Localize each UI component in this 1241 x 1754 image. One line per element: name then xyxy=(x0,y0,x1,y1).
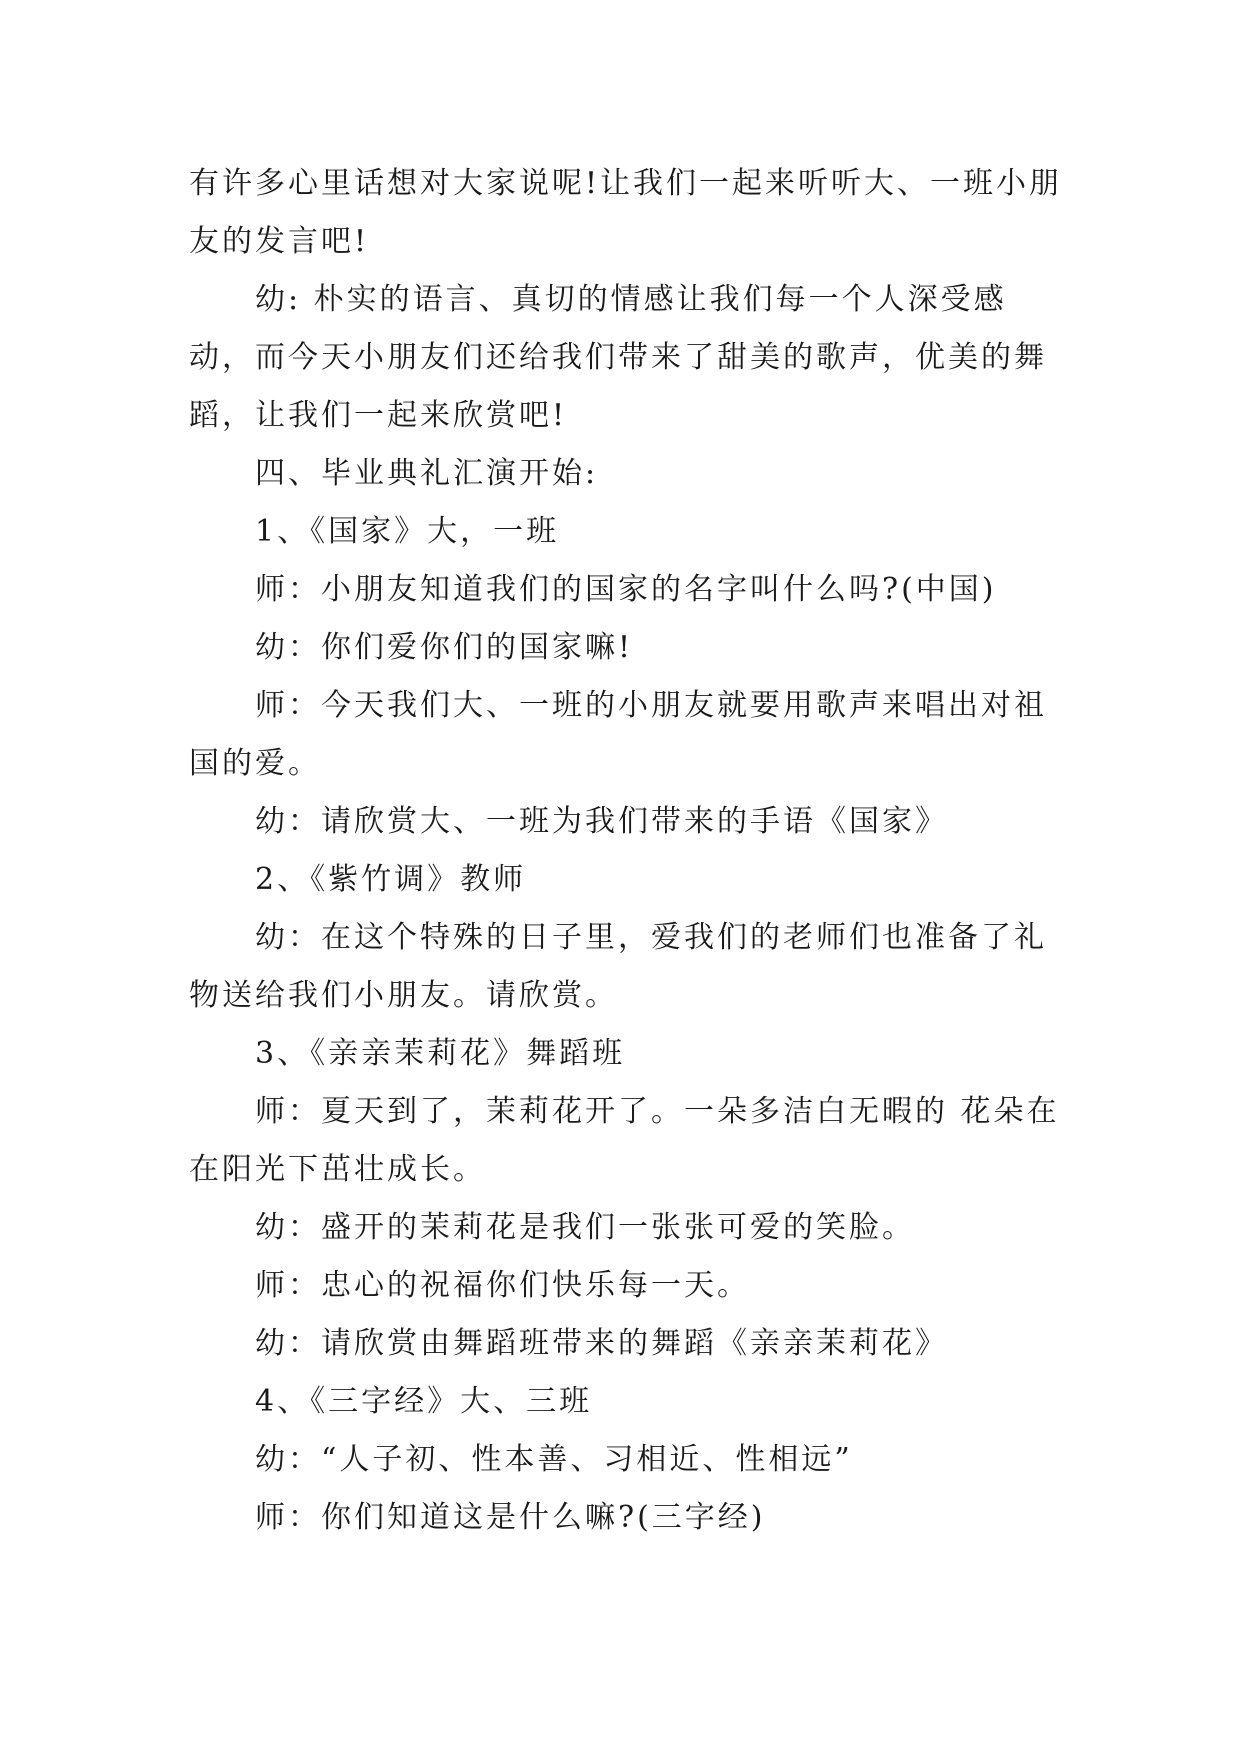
paragraph-15: 幼：请欣赏由舞蹈班带来的舞蹈《亲亲茉莉花》 xyxy=(255,1326,948,1361)
paragraph-1: 有许多心里话想对大家说呢!让我们一起来听听大、一班小朋友的发言吧! xyxy=(189,166,1063,259)
paragraph-10: 幼：在这个特殊的日子里，爱我们的老师们也准备了礼物送给我们小朋友。请欣赏。 xyxy=(189,920,1047,1013)
paragraph-6: 幼：你们爱你们的国家嘛! xyxy=(255,630,634,665)
paragraph-9: 2、《紫竹调》教师 xyxy=(255,862,527,897)
paragraph-11: 3、《亲亲茉莉花》舞蹈班 xyxy=(255,1036,626,1071)
paragraph-12: 师：夏天到了，茉莉花开了。一朵多洁白无暇的 花朵在在阳光下茁壮成长。 xyxy=(189,1094,1060,1187)
paragraph-16: 4、《三字经》大、三班 xyxy=(255,1384,593,1419)
paragraph-13: 幼：盛开的茉莉花是我们一张张可爱的笑脸。 xyxy=(255,1210,915,1245)
paragraph-5: 师：小朋友知道我们的国家的名字叫什么吗?(中国) xyxy=(255,572,997,607)
paragraph-14: 师：忠心的祝福你们快乐每一天。 xyxy=(255,1268,750,1303)
paragraph-7: 师：今天我们大、一班的小朋友就要用歌声来唱出对祖国的爱。 xyxy=(189,688,1047,781)
paragraph-3: 四、毕业典礼汇演开始: xyxy=(255,456,599,491)
paragraph-4: 1、《国家》大，一班 xyxy=(255,514,560,549)
paragraph-8: 幼：请欣赏大、一班为我们带来的手语《国家》 xyxy=(255,804,948,839)
paragraph-18: 师：你们知道这是什么嘛?(三字经) xyxy=(255,1500,766,1535)
document-page xyxy=(189,155,1069,1547)
paragraph-2: 幼: 朴实的语言、真切的情感让我们每一个人深受感动，而今天小朋友们还给我们带来了甜美的歌声，优美的舞蹈，让我们一起来欣赏吧! xyxy=(189,282,1047,433)
paragraph-17: 幼：“人子初、性本善、习相近、性相远” xyxy=(255,1442,853,1477)
